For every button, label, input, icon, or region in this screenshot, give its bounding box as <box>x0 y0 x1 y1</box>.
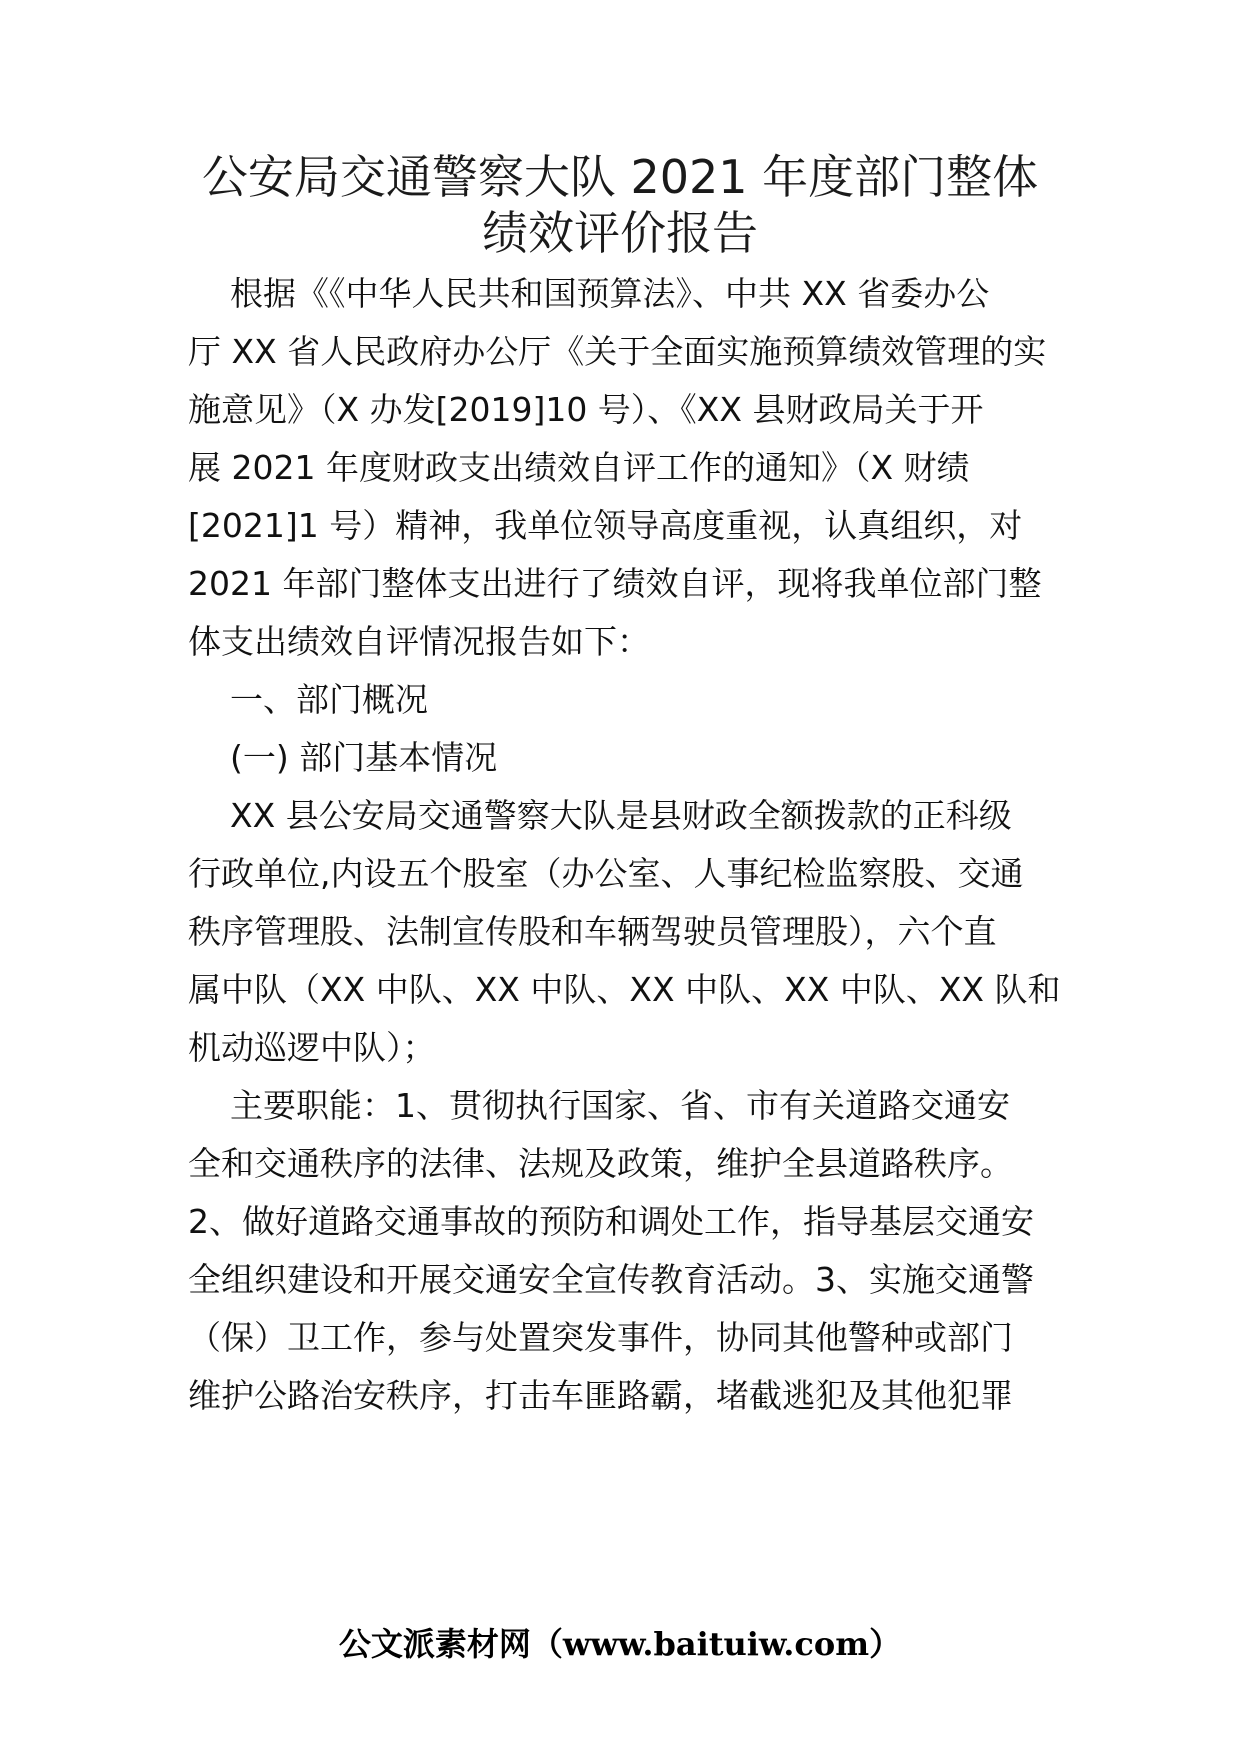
body-line: 机动巡逻中队）； <box>188 1028 436 1067</box>
body-line: 秩序管理股、法制宣传股和车辆驾驶员管理股），六个直 <box>188 912 997 951</box>
subsection-heading: (一) 部门基本情况 <box>230 738 498 777</box>
footer-source-text: 公文派素材网（www.baituiw.com） <box>338 1625 902 1663</box>
body-line: 主要职能：1、贯彻执行国家、省、市有关道路交通安 <box>230 1086 1010 1125</box>
body-line: 展 2021 年度财政支出绩效自评工作的通知》（X 财绩 <box>188 448 970 487</box>
body-line: XX 县公安局交通警察大队是县财政全额拨款的正科级 <box>230 796 1012 835</box>
body-line: 2021 年部门整体支出进行了绩效自评，现将我单位部门整 <box>188 564 1042 603</box>
body-line: 施意见》（X 办发[2019]10 号）、《XX 县财政局关于开 <box>188 390 984 429</box>
body-line: 根据《《中华人民共和国预算法》、中共 XX 省委办公 <box>230 274 990 313</box>
section-heading: 一、部门概况 <box>230 680 428 719</box>
body-line: 2、做好道路交通事故的预防和调处工作，指导基层交通安 <box>188 1202 1034 1241</box>
body-line: 维护公路治安秩序，打击车匪路霸，堵截逃犯及其他犯罪 <box>188 1376 1013 1415</box>
body-line: （保）卫工作，参与处置突发事件，协同其他警种或部门 <box>188 1318 1013 1357</box>
body-line: 行政单位,内设五个股室（办公室、人事纪检监察股、交通 <box>188 854 1024 893</box>
body-line: 体支出绩效自评情况报告如下： <box>188 622 650 661</box>
document-title-line-2: 绩效评价报告 <box>482 206 758 260</box>
body-line: 属中队（XX 中队、XX 中队、XX 中队、XX 中队、XX 队和 <box>188 970 1061 1009</box>
body-line: 全组织建设和开展交通安全宣传教育活动。3、实施交通警 <box>188 1260 1034 1299</box>
body-line: [2021]1 号）精神，我单位领导高度重视，认真组织，对 <box>188 506 1023 545</box>
body-line: 厅 XX 省人民政府办公厅《关于全面实施预算绩效管理的实 <box>188 332 1047 371</box>
document-title-line-1: 公安局交通警察大队 2021 年度部门整体 <box>201 150 1039 204</box>
body-line: 全和交通秩序的法律、法规及政策，维护全县道路秩序。 <box>188 1144 1013 1183</box>
